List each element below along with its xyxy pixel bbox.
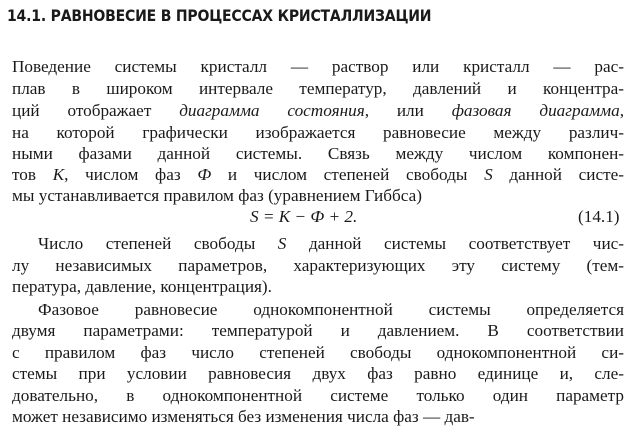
text-line: [12, 164, 624, 185]
text-line: [12, 185, 624, 206]
text-run: ными фазами данной системы. Связь между числом компонен-: [12, 144, 624, 163]
text-line: [12, 385, 624, 406]
text-run: , или: [364, 101, 452, 120]
text-line: [12, 122, 624, 143]
italic-term: К: [52, 165, 65, 184]
text-run: данной системы соответствует чис-: [286, 234, 624, 253]
text-run: стемы при условии равновесия двух фаз равно единице и, сле-: [12, 364, 624, 383]
italic-term: S: [277, 234, 287, 253]
text-line: [12, 78, 624, 99]
text-run: мы устанавливается правилом фаз (уравнением Гиббса): [12, 186, 422, 205]
text-run: лу независимых параметров, характеризующих эту систему (тем-: [12, 256, 624, 275]
text-run: довательно, в однокомпонентной системе только один параметр: [12, 386, 624, 405]
text-run: , числом фаз: [64, 165, 198, 184]
italic-term: фазовая диаграмма: [451, 101, 620, 120]
text-line: [12, 342, 624, 363]
text-run: тов: [12, 165, 53, 184]
italic-term: Ф: [197, 165, 212, 184]
text-line: [12, 406, 624, 427]
equation-number: (14.1): [578, 207, 620, 226]
text-run: на которой графически изображается равновесие между различ-: [12, 123, 624, 142]
text-line: [12, 100, 624, 121]
section-heading: 14.1. РАВНОВЕСИЕ В ПРОЦЕССАХ КРИСТАЛЛИЗАЦИИ: [7, 7, 432, 25]
text-line: [12, 276, 624, 297]
italic-term: диаграмма состояния: [179, 101, 365, 120]
text-run: Фазовое равновесие однокомпонентной системы определяется: [38, 300, 624, 319]
text-line: [12, 56, 624, 77]
text-run: ,: [619, 101, 624, 120]
text-line: [12, 143, 624, 164]
text-run: плав в широком интервале температур, давлений и концентра-: [12, 79, 624, 98]
text-run: Поведение системы кристалл — раствор или кристалл — рас-: [12, 57, 624, 76]
text-run: ций отображает: [12, 101, 180, 120]
text-run: Число степеней свободы: [38, 234, 278, 253]
italic-term: S: [484, 165, 493, 184]
text-line: [38, 299, 624, 320]
equation-formula: S = К − Ф + 2.: [250, 207, 358, 226]
text-run: двумя параметрами: температурой и давлением. В соответствии: [12, 321, 624, 340]
text-run: может независимо изменяться без изменения числа фаз — дав-: [12, 407, 475, 426]
text-run: данной систе-: [492, 165, 624, 184]
text-line: [12, 320, 624, 341]
text-run: с правилом фаз число степеней свободы однокомпонентной си-: [12, 343, 624, 362]
text-run: и числом степеней свободы: [211, 165, 485, 184]
text-line: [12, 255, 624, 276]
text-run: пература, давление, концентрация).: [12, 277, 272, 296]
text-line: [12, 363, 624, 384]
text-line: [38, 233, 624, 254]
